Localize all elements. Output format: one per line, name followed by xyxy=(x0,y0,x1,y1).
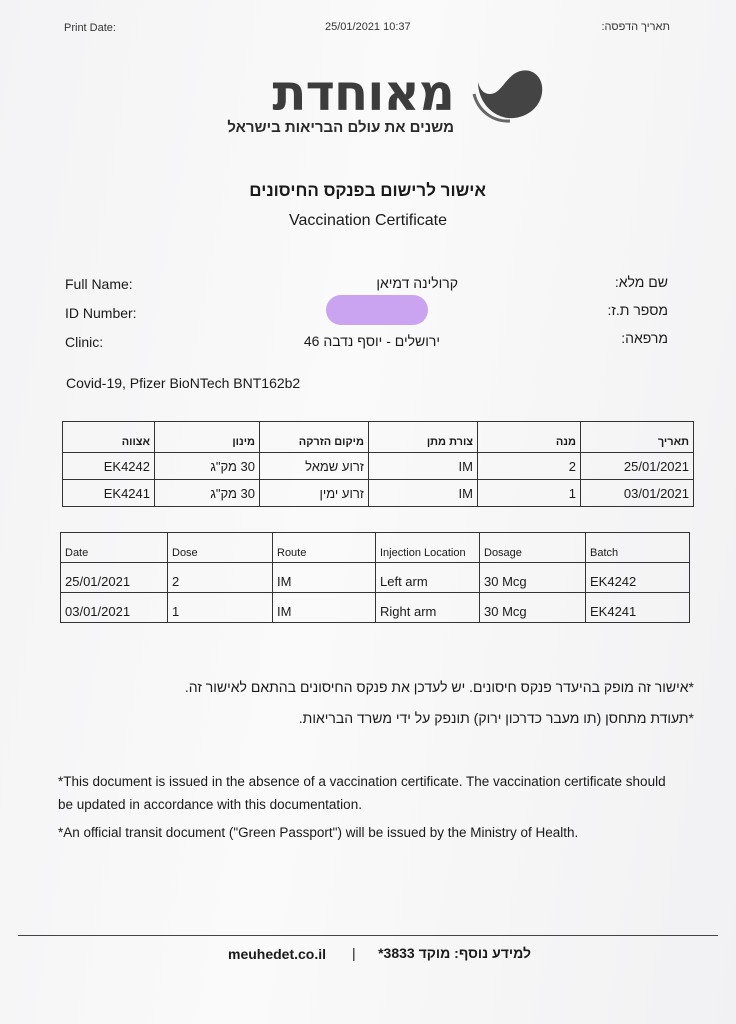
footer-website: meuhedet.co.il xyxy=(228,946,327,962)
table-cell: EK4241 xyxy=(63,480,155,507)
footer-separator: | xyxy=(352,945,356,961)
table-header-cell: מינון xyxy=(155,422,260,453)
logo-name: מאוחדת xyxy=(272,64,454,122)
table-cell: 30 מק"ג xyxy=(155,453,260,480)
table-cell: IM xyxy=(273,593,376,623)
table-header-cell: Route xyxy=(273,533,376,563)
table-cell: EK4241 xyxy=(586,593,690,623)
english-vaccination-table xyxy=(60,532,690,623)
table-cell: 25/01/2021 xyxy=(581,453,694,480)
table-cell: 1 xyxy=(478,480,581,507)
table-cell: 30 מק"ג xyxy=(155,480,260,507)
hebrew-note-2: *תעודת מתחסן (תו מעבר כדרכון ירוק) תונפק על ידי משרד הבריאות. xyxy=(298,710,694,726)
table-cell: 03/01/2021 xyxy=(581,480,694,507)
title-hebrew: אישור לרישום בפנקס החיסונים xyxy=(249,181,486,200)
table-cell: Right arm xyxy=(376,593,480,623)
table-cell: זרוע שמאל xyxy=(260,453,369,480)
full-name-label: Full Name: xyxy=(65,276,133,292)
table-cell: EK4242 xyxy=(63,453,155,480)
table-header-cell: Batch xyxy=(586,533,690,563)
id-number-label-he: מספר ת.ז: xyxy=(607,302,668,318)
table-cell: 30 Mcg xyxy=(480,563,586,593)
logo-slogan: משנים את עולם הבריאות בישראל xyxy=(227,119,454,136)
table-header-cell: Dose xyxy=(168,533,273,563)
table-cell: 03/01/2021 xyxy=(61,593,168,623)
clinic-label-he: מרפאה: xyxy=(621,330,668,346)
table-header-cell: צורת מתן xyxy=(369,422,478,453)
table-header-cell: תאריך xyxy=(581,422,694,453)
english-note-2: *An official transit document ("Green Passport") will be issued by the Ministry of Health. xyxy=(58,825,579,840)
table-row xyxy=(63,480,694,507)
id-number-label: ID Number: xyxy=(65,305,137,321)
table-header-cell: אצווה xyxy=(63,422,155,453)
table-cell: 1 xyxy=(168,593,273,623)
meuhedet-logo-icon xyxy=(470,64,546,124)
table-header-row xyxy=(61,533,690,563)
print-date-label-he: תאריך הדפסה: xyxy=(601,21,670,33)
table-cell: IM xyxy=(369,453,478,480)
hebrew-vaccination-table xyxy=(62,421,694,507)
table-cell: IM xyxy=(369,480,478,507)
table-row xyxy=(63,453,694,480)
print-datetime: 25/01/2021 10:37 xyxy=(325,21,411,33)
table-header-cell: מיקום הזרקה xyxy=(260,422,369,453)
footer-info: למידע נוסף: מוקד 3833* xyxy=(378,945,531,961)
table-header-cell: Injection Location xyxy=(376,533,480,563)
table-header-cell: Dosage xyxy=(480,533,586,563)
table-header-cell: מנה xyxy=(478,422,581,453)
clinic-value: ירושלים - יוסף נדבה 46 xyxy=(303,333,440,349)
vaccine-name: Covid-19, Pfizer BioNTech BNT162b2 xyxy=(66,375,301,391)
footer-divider xyxy=(18,935,718,936)
table-row xyxy=(61,563,690,593)
table-header-row xyxy=(63,422,694,453)
print-date-label: Print Date: xyxy=(64,22,116,34)
table-header-cell: Date xyxy=(61,533,168,563)
clinic-label: Clinic: xyxy=(65,334,104,350)
table-cell: 25/01/2021 xyxy=(61,563,168,593)
table-cell: IM xyxy=(273,563,376,593)
redacted-id-number xyxy=(326,295,428,325)
full-name-value: קרולינה דמיאן xyxy=(376,275,458,291)
title-english: Vaccination Certificate xyxy=(289,212,447,229)
table-row xyxy=(61,593,690,623)
table-cell: 30 Mcg xyxy=(480,593,586,623)
table-cell: Left arm xyxy=(376,563,480,593)
table-cell: 2 xyxy=(168,563,273,593)
table-cell: 2 xyxy=(478,453,581,480)
hebrew-note-1: *אישור זה מופק בהיעדר פנקס חיסונים. יש לעדכן את פנקס החיסונים בהתאם לאישור זה. xyxy=(184,679,694,695)
table-cell: זרוע ימין xyxy=(260,480,369,507)
table-cell: EK4242 xyxy=(586,563,690,593)
english-note-1: *This document is issued in the absence of a vaccination certificate. The vaccination certificate should be updated in accordance with this documentation. xyxy=(58,774,666,812)
full-name-label-he: שם מלא: xyxy=(614,274,668,290)
